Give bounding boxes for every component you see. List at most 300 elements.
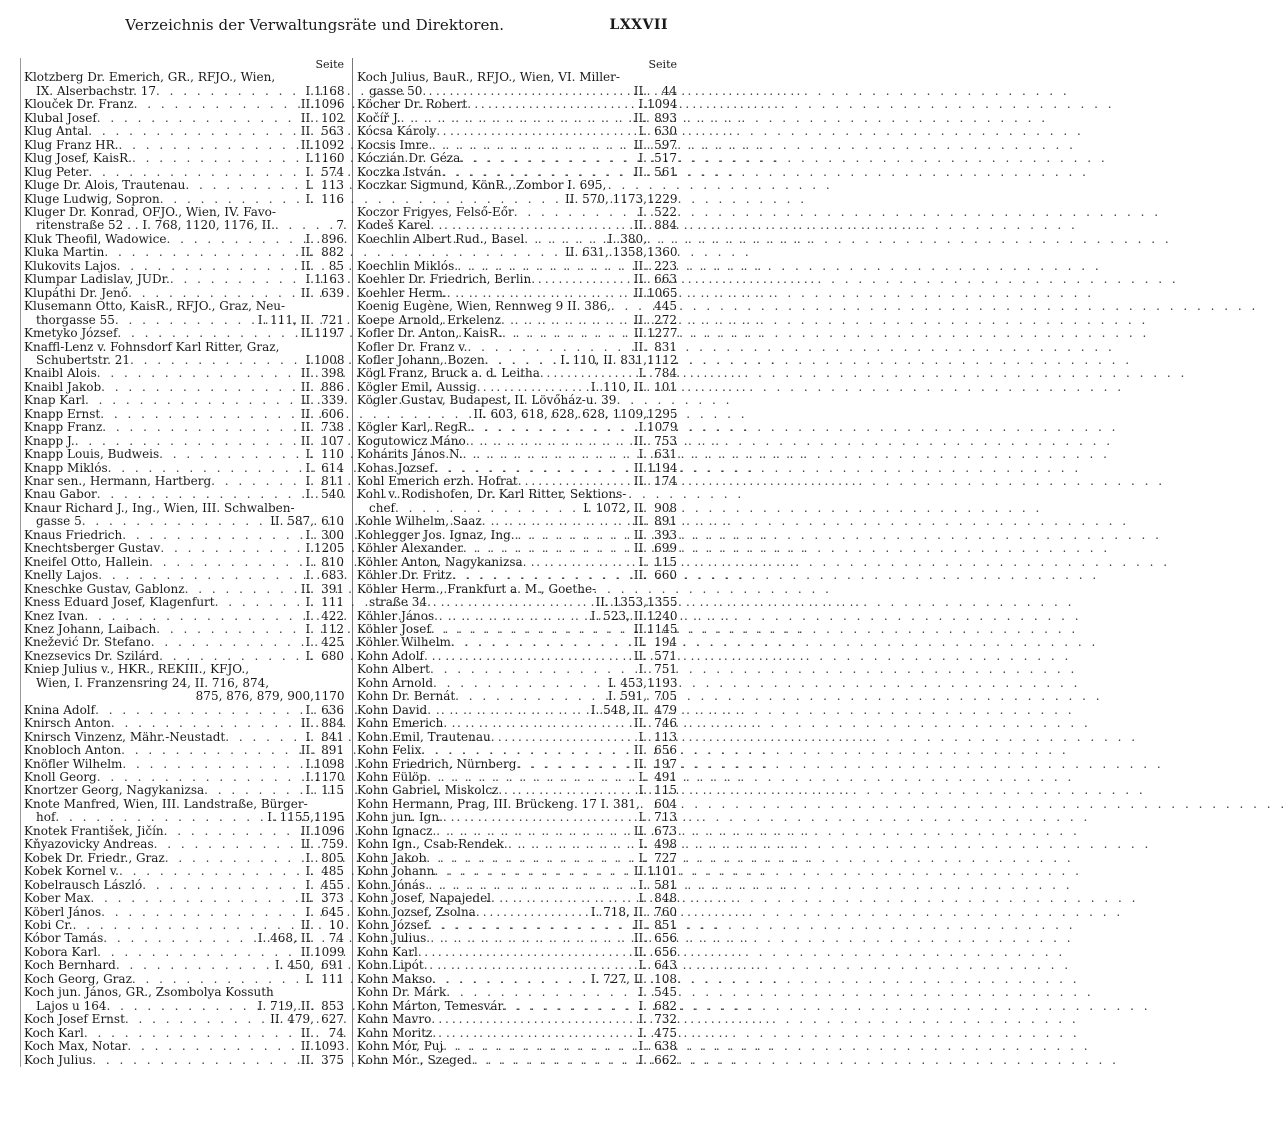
index-entry — [24, 408, 344, 421]
page-ref: 727 — [654, 850, 677, 865]
dot-leader — [443, 1040, 636, 1053]
volume-ref: II. — [300, 1025, 314, 1040]
volume-ref: II. — [633, 944, 647, 959]
dot-leader — [515, 529, 632, 542]
entry-name: Klupáthi Dr. Jenő — [24, 285, 129, 300]
index-entry — [357, 973, 677, 986]
entry-name: Knelly Lajos — [24, 568, 99, 583]
entry-line — [357, 233, 677, 246]
entry-line — [357, 636, 677, 649]
volume-ref: II. — [300, 944, 314, 959]
index-entry — [357, 879, 677, 892]
volume-ref: I. 548, II. — [590, 702, 647, 717]
page-ref: 893 — [654, 110, 677, 125]
entry-name: Koechlin Miklós — [357, 258, 455, 273]
page-ref: 393 — [654, 527, 677, 542]
page-ref: 272 — [654, 312, 677, 327]
entry-name: Kluge Dr. Alois, Trautenau — [24, 178, 186, 193]
entry-name: Klotzberg Dr. Emerich, GR., RFJO., Wien, — [24, 70, 276, 85]
index-entry — [24, 879, 344, 892]
entry-name: thorgasse 55 — [36, 312, 115, 327]
page-ref: 1065 — [647, 285, 678, 300]
entry-name: Klug Antal — [24, 124, 89, 139]
entry-line — [357, 1013, 677, 1026]
volume-ref: II. — [633, 272, 647, 287]
volume-ref: II. — [300, 837, 314, 852]
dot-leader — [436, 125, 636, 138]
entry-name: Kóczián Dr. Géza — [357, 151, 461, 166]
volume-ref: II. — [633, 258, 647, 273]
entry-name: Knapp Louis, Budweis — [24, 447, 160, 462]
entry-line — [357, 986, 677, 999]
dot-leader — [82, 515, 268, 528]
index-entry — [357, 112, 677, 125]
volume-ref: I. — [305, 635, 314, 650]
dot-leader — [88, 166, 303, 179]
entry-name: Köberl János — [24, 904, 102, 919]
entry-name: Kluger Dr. Konrad, OFJO., Wien, IV. Favo- — [24, 204, 276, 219]
index-entry — [357, 179, 677, 206]
volume-ref: II. — [300, 581, 314, 596]
entry-line — [24, 529, 344, 542]
entry-name: Knaffl-Lenz v. Fohnsdorf Karl Ritter, Graz, — [24, 339, 280, 354]
index-entry — [357, 233, 677, 260]
entry-line — [357, 139, 677, 152]
entry-name: straße 34 — [369, 595, 428, 610]
dot-leader — [125, 1013, 268, 1026]
entry-line — [357, 879, 677, 892]
index-entry — [357, 341, 677, 354]
page-ref: 699 — [654, 541, 677, 556]
page-ref: 1098 — [314, 756, 345, 771]
page-ref: 841 — [321, 729, 344, 744]
entry-line — [24, 731, 344, 744]
page-ref: 639 — [321, 285, 344, 300]
page-ref: 522 — [654, 204, 677, 219]
index-entry — [24, 300, 344, 327]
index-entry — [24, 139, 344, 152]
index-entry — [24, 663, 344, 703]
dot-leader — [427, 771, 637, 784]
volume-ref: II. — [300, 379, 314, 394]
dot-leader — [160, 542, 303, 555]
volume-ref: I. — [305, 83, 314, 98]
entry-name: Kogutowicz Máno — [357, 433, 466, 448]
entry-name: II. 631, 1358, — [565, 245, 647, 260]
dot-leader — [149, 556, 303, 569]
dot-leader — [111, 717, 299, 730]
page-ref: 713 — [654, 810, 677, 825]
index-entry — [24, 583, 344, 596]
entry-line — [357, 314, 677, 327]
entry-line — [24, 462, 344, 475]
entry-continuation-line — [357, 502, 677, 515]
entry-name: Kohn Ignacz — [357, 823, 433, 838]
volume-ref: I. — [638, 810, 647, 825]
dot-leader — [431, 623, 632, 636]
page-ref: 491 — [654, 770, 677, 784]
volume-ref: I. — [305, 474, 314, 489]
entry-name: chef — [369, 500, 395, 515]
entry-name: Wien, I. Franzensring 24, II. 716, 874, — [36, 675, 270, 690]
entry-line — [357, 731, 677, 744]
page-ref: 545 — [654, 985, 677, 1000]
volume-ref: II. — [633, 83, 647, 98]
entry-line — [357, 569, 677, 582]
page-ref: 574 — [321, 164, 344, 179]
index-entry — [24, 798, 344, 825]
entry-line — [357, 677, 677, 690]
page-ref: 373 — [321, 891, 344, 906]
dot-leader — [428, 919, 632, 932]
page-ref: 597 — [654, 137, 677, 152]
volume-ref: I. 110, II. 831, — [560, 352, 647, 367]
index-entry — [357, 663, 677, 676]
index-entry — [24, 381, 344, 394]
dot-leader — [122, 758, 303, 771]
page-ref: 759 — [321, 837, 344, 852]
entry-name: Kohn Johann — [357, 864, 435, 879]
volume-ref: I. — [305, 648, 314, 663]
index-entry — [357, 125, 677, 138]
entry-line — [357, 650, 677, 663]
page-ref: 810 — [321, 554, 344, 569]
volume-ref: I. — [305, 864, 314, 879]
dot-leader — [427, 596, 593, 609]
page-ref: 732 — [654, 1012, 677, 1027]
entry-line — [24, 206, 344, 219]
entry-line — [24, 193, 344, 206]
entry-line — [24, 260, 344, 273]
entry-line — [24, 287, 344, 300]
volume-ref: II. — [633, 635, 647, 650]
entry-continuation-line — [357, 193, 677, 206]
index-entry — [24, 731, 344, 744]
dot-leader — [418, 946, 632, 959]
page-ref: 581 — [654, 877, 677, 892]
page-ref: 1079 — [647, 420, 678, 435]
entry-name: Kobelrausch László — [24, 877, 143, 892]
entry-line — [357, 112, 677, 125]
entry-line — [357, 717, 677, 730]
page-ref: 10 — [328, 917, 344, 932]
index-entry — [24, 529, 344, 542]
page-ref: 563 — [321, 124, 344, 139]
entry-name: Kohn Albert — [357, 662, 430, 677]
entry-continuation-line — [24, 690, 344, 703]
dot-leader — [429, 139, 632, 152]
index-entry — [357, 1000, 677, 1013]
entry-line — [24, 596, 344, 609]
entry-continuation-line — [357, 246, 677, 259]
volume-ref: I. — [305, 702, 314, 717]
page-ref: 223 — [654, 258, 677, 273]
dot-leader — [122, 529, 303, 542]
page-ref: 422 — [321, 608, 344, 623]
entry-line — [357, 206, 677, 219]
page-ref: 85 — [328, 258, 344, 273]
volume-ref: I. 453, — [607, 675, 647, 690]
dot-leader — [151, 636, 304, 649]
dot-leader — [215, 596, 304, 609]
index-entry — [24, 125, 344, 138]
entry-line — [24, 798, 344, 811]
entry-line — [24, 919, 344, 932]
page-ref: 851 — [654, 917, 677, 932]
volume-ref: I. — [638, 783, 647, 798]
volume-ref: I. — [638, 124, 647, 139]
volume-ref: II. — [633, 110, 647, 125]
dot-leader — [275, 219, 314, 232]
dot-leader — [452, 569, 632, 582]
page-number: LXXVII — [609, 17, 668, 33]
index-entry — [24, 744, 344, 757]
dot-leader — [432, 973, 589, 986]
index-entry — [24, 71, 344, 98]
entry-name: Kohl Emerich erzh. Hofrat — [357, 474, 518, 489]
entry-name: Kneifel Otto, Hallein — [24, 554, 150, 569]
index-entry — [24, 542, 344, 555]
seite-heading: Seite — [648, 58, 677, 71]
entry-name: Koch Josef Ernst — [24, 1012, 125, 1027]
entry-name: Knoll Georg — [24, 770, 97, 784]
page-ref: 1170 — [314, 770, 345, 784]
volume-ref: II. — [300, 326, 314, 341]
index-entry — [24, 475, 344, 488]
dot-leader — [132, 152, 304, 165]
dot-leader — [433, 825, 632, 838]
entry-name: Kohn jun. Ign. — [357, 810, 443, 825]
entry-name: Kögler Emil, Aussig — [357, 379, 477, 394]
entry-line — [357, 421, 677, 434]
volume-ref: I. — [305, 783, 314, 798]
volume-ref: II. — [300, 743, 314, 758]
page-ref: 102 — [321, 110, 344, 125]
volume-ref: II. — [633, 312, 647, 327]
index-entry — [357, 327, 677, 340]
entry-line — [24, 744, 344, 757]
entry-name: Klusemann Otto, KaisR., RFJO., Graz, Neu- — [24, 299, 286, 314]
entry-line — [24, 879, 344, 892]
dot-leader — [85, 394, 299, 407]
entry-name: II. 570, 1173, — [565, 191, 647, 206]
index-entry — [357, 892, 677, 905]
entry-name: Kober Max — [24, 891, 91, 906]
volume-ref: I. — [638, 958, 647, 973]
volume-ref: II. — [300, 433, 314, 448]
dot-leader — [97, 771, 304, 784]
index-entry — [357, 865, 677, 878]
dot-leader — [523, 556, 637, 569]
volume-ref: I. — [305, 541, 314, 556]
entry-name: Knote Manfred, Wien, III. Landstraße, Bürger- — [24, 796, 308, 811]
dot-leader — [128, 287, 299, 300]
dot-leader — [540, 367, 637, 380]
dot-leader — [421, 744, 631, 757]
entry-name: Knechtsberger Gustav — [24, 541, 161, 556]
index-entry — [24, 1027, 344, 1040]
dot-leader — [434, 610, 589, 623]
entry-name: Koczkar Sigmund, KönR., Zombor I. 695, — [357, 178, 607, 193]
volume-ref: II. — [300, 137, 314, 152]
index-entry — [24, 825, 344, 838]
page-ref: 606 — [321, 406, 344, 421]
page-ref: 784 — [654, 366, 677, 381]
entry-continuation-line — [24, 219, 344, 232]
dot-leader — [130, 354, 303, 367]
dot-leader — [426, 852, 636, 865]
entry-line — [357, 784, 677, 797]
index-entry — [357, 919, 677, 932]
index-entry — [357, 219, 677, 232]
index-entry — [357, 717, 677, 730]
dot-leader — [498, 784, 636, 797]
dot-leader — [531, 273, 631, 286]
entry-name: Kohn Mór., Szeged — [357, 1052, 472, 1067]
volume-ref: I. — [638, 1012, 647, 1027]
entry-line — [24, 758, 344, 771]
dot-leader — [104, 246, 298, 259]
dot-leader — [159, 448, 303, 461]
index-entry — [357, 623, 677, 636]
volume-ref: I. — [638, 998, 647, 1013]
entry-line — [24, 583, 344, 596]
entry-name: Kohn Mór, Puj — [357, 1039, 444, 1054]
index-column-left — [20, 58, 344, 1067]
volume-ref: II. — [633, 164, 647, 179]
volume-ref: II. — [633, 433, 647, 448]
volume-ref: II. — [633, 218, 647, 233]
entry-line — [357, 341, 677, 354]
index-entry — [24, 341, 344, 368]
page-ref: 673 — [654, 823, 677, 838]
page-ref: 891 — [321, 743, 344, 758]
volume-ref: II. 587, — [270, 514, 314, 529]
entry-line — [24, 636, 344, 649]
index-entry — [357, 435, 677, 448]
volume-ref: II. — [300, 420, 314, 435]
entry-name: Köhler Wilhelm — [357, 635, 451, 650]
entry-line — [357, 852, 677, 865]
volume-ref: II. — [633, 514, 647, 529]
dot-leader — [472, 1054, 637, 1067]
page-ref: 561 — [654, 164, 677, 179]
page-ref: 194 — [654, 635, 677, 650]
page-ref: 398 — [321, 366, 344, 381]
page-ref: 112 — [321, 622, 344, 637]
dot-leader — [160, 193, 304, 206]
index-entry — [24, 166, 344, 179]
page-ref: 882 — [321, 245, 344, 260]
dot-leader — [156, 623, 303, 636]
dot-leader — [132, 973, 304, 986]
entry-name: Kohn Márton, Temesvár — [357, 998, 504, 1013]
index-entry — [24, 206, 344, 233]
volume-ref: I. — [305, 272, 314, 287]
entry-name: Koch Georg, Graz — [24, 971, 132, 986]
page-ref: 111 — [321, 595, 344, 610]
dot-leader — [471, 421, 636, 434]
index-entry — [357, 98, 677, 111]
index-entry — [24, 838, 344, 851]
dot-leader — [101, 906, 303, 919]
index-entry — [24, 892, 344, 905]
entry-name: Kohas Jozsef — [357, 460, 434, 475]
index-entry — [357, 610, 677, 623]
dot-leader — [97, 112, 299, 125]
page-ref: 638 — [654, 1039, 677, 1054]
entry-name: Kohárits János N. — [357, 447, 463, 462]
entry-line — [24, 650, 344, 663]
dot-leader — [159, 650, 303, 663]
volume-ref: I. — [638, 729, 647, 744]
page-ref: 1295 — [647, 406, 678, 421]
index-entry — [24, 152, 344, 165]
page-ref: 1101 — [647, 864, 678, 879]
entry-name: Klug Franz HR. — [24, 137, 119, 152]
entry-line — [24, 1054, 344, 1067]
index-entry — [24, 717, 344, 730]
dot-leader — [491, 892, 636, 905]
entry-name: Knapp Miklós — [24, 460, 108, 475]
entry-name: Kohn Jakob — [357, 850, 427, 865]
page-ref: 1008 — [314, 352, 345, 367]
page-ref: 1096 — [314, 97, 345, 112]
entry-name: Knap Karl — [24, 393, 86, 408]
index-entry — [24, 1040, 344, 1053]
dot-leader — [447, 287, 632, 300]
page-ref: 738 — [321, 420, 344, 435]
volume-ref: I. — [305, 971, 314, 986]
dot-leader — [443, 811, 637, 824]
page-ref: 115 — [654, 783, 677, 798]
index-entry — [357, 394, 677, 421]
index-entry — [357, 139, 677, 152]
volume-ref: II. — [300, 917, 314, 932]
dot-leader — [501, 314, 632, 327]
index-entry — [357, 946, 677, 959]
page-ref: 1099 — [314, 944, 345, 959]
entry-line — [357, 462, 677, 475]
entry-name: Kobora Karl — [24, 944, 98, 959]
entry-line — [24, 973, 344, 986]
entry-name: Kneschke Gustav, Gablonz — [24, 581, 185, 596]
index-entry — [357, 690, 677, 703]
entry-name: Kohn Friedrich, Nürnberg — [357, 756, 517, 771]
entry-line — [24, 932, 344, 945]
volume-ref: I. — [638, 1039, 647, 1054]
page-ref: 660 — [654, 568, 677, 583]
volume-ref: II. — [633, 756, 647, 771]
entry-line — [24, 865, 344, 878]
index-entry — [24, 394, 344, 407]
index-columns — [20, 58, 678, 1067]
dot-leader — [482, 515, 632, 528]
entry-name: gasse 50 — [369, 83, 423, 98]
entry-name: Knapp Franz — [24, 420, 103, 435]
dot-leader — [98, 569, 303, 582]
dot-leader — [611, 300, 647, 313]
page-ref: 1163 — [314, 272, 345, 287]
volume-ref: I. — [305, 460, 314, 475]
index-entry — [357, 462, 677, 475]
dot-leader — [466, 435, 632, 448]
entry-line — [24, 852, 344, 865]
entry-name: hof — [36, 810, 56, 825]
page-ref: 683 — [321, 568, 344, 583]
index-entry — [24, 1054, 344, 1067]
dot-leader — [97, 367, 299, 380]
